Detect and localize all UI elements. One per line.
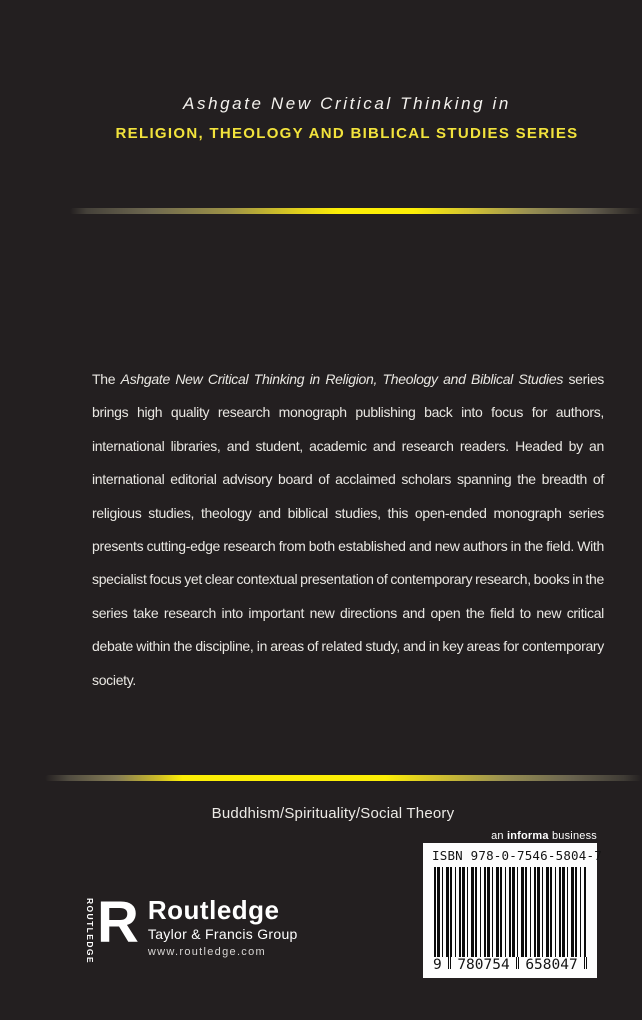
informa-prefix: an: [491, 830, 507, 842]
publisher-text-block: [148, 896, 298, 958]
barcode-guard-middle: [516, 957, 519, 969]
routledge-r-icon: R: [97, 890, 139, 955]
description-body: series brings high quality research monograph publishing back into focus for authors, international libraries, and student, academic and research readers. Headed by an international editorial advisory board of acclaimed scholars spanning the breadth of religious studies, theology and biblical studies, this open-ended monograph series presents cutting-edge research from both established and new authors in the field. With specialist focus yet clear contextual presentation of contemporary research, books in the series take research into important new directions and open the field to new critical debate within the discipline, in areas of related study, and in key areas for contemporary society.: [92, 371, 604, 688]
series-subtitle: Ashgate New Critical Thinking in: [183, 94, 511, 113]
category-label: Buddhism/Spirituality/Social Theory: [211, 805, 455, 822]
routledge-logo: [85, 890, 298, 964]
publisher-name: Routledge: [147, 895, 280, 925]
gradient-rule-top: [70, 208, 642, 214]
informa-suffix: business: [548, 830, 597, 842]
series-description: [92, 363, 604, 697]
isbn-label: ISBN 978-0-7546-5804-7: [432, 848, 602, 863]
barcode-guard-right: [584, 957, 587, 969]
gradient-rule-bottom: [45, 775, 642, 781]
barcode-guard-left: [448, 957, 451, 969]
routledge-vertical-wordmark: ROUTLEDGE: [85, 898, 95, 964]
barcode-digits: [433, 957, 587, 974]
barcode-digit-group-2: 658047: [525, 957, 578, 973]
publisher-website: www.routledge.com: [147, 946, 266, 958]
barcode-bars: [434, 867, 586, 957]
informa-tagline: [491, 830, 597, 842]
series-title: RELIGION, THEOLOGY AND BIBLICAL STUDIES SERIES: [115, 125, 579, 142]
description-intro: The: [92, 371, 121, 387]
barcode-digit-lead: 9: [433, 957, 442, 973]
description-series-name: Ashgate New Critical Thinking in Religion, Theology and Biblical Studies: [120, 371, 564, 387]
publisher-group: Taylor & Francis Group: [147, 926, 298, 942]
informa-brand: informa: [506, 830, 549, 842]
barcode-panel: [423, 843, 602, 978]
barcode-digit-group-1: 780754: [457, 957, 510, 973]
